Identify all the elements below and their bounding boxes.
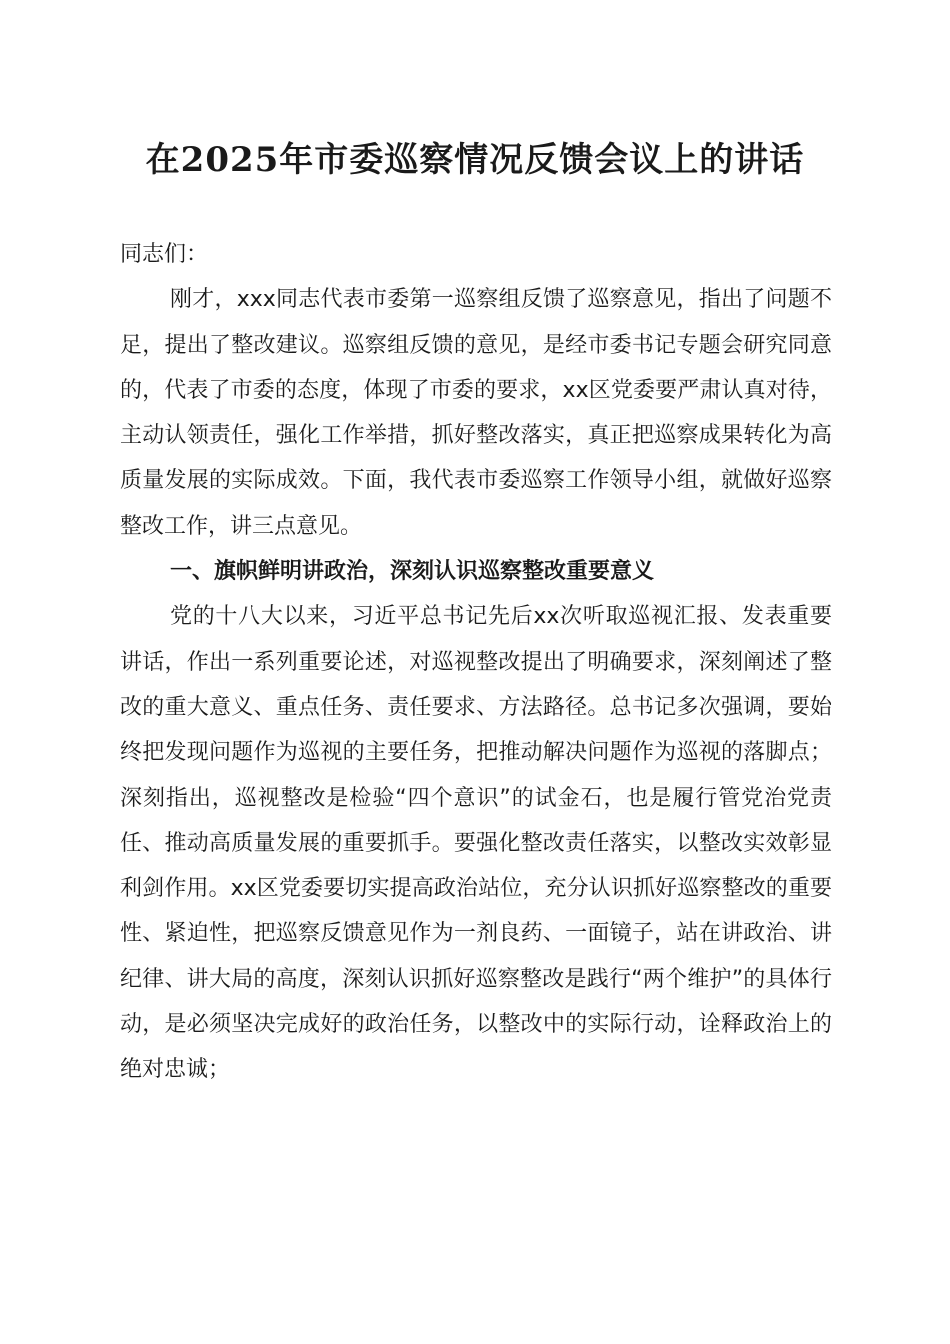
document-body (120, 232, 832, 1093)
section-heading: 一、旗帜鲜明讲政治，深刻认识巡察整改重要意义 (170, 559, 655, 585)
section-paragraph: 党的十八大以来，习近平总书记先后xx次听取巡视汇报、发表重要讲话，作出一系列重要论述，对巡视整改提出了明确要求，深刻阐述了整改的重大意义、重点任务、责任要求、方法路径。总书记多次强调，要始终把发现问题作为巡视的主要任务，把推动解决问题作为巡视的落脚点；深刻指出，巡视整改是检验“四个意识”的试金石，也是履行管党治党责任、推动高质量发展的重要抓手。要强化整改责任落实，以整改实效彰显利剑作用。xx区党委要切实提高政治站位，充分认识抓好巡察整改的重要性、紧迫性，把巡察反馈意见作为一剂良药、一面镜子，站在讲政治、讲纪律、讲大局的高度，深刻认识抓好巡察整改是践行“两个维护”的具体行动，是必须坚决完成好的政治任务，以整改中的实际行动，诠释政治上的绝对忠诚； (120, 604, 832, 1083)
document-title: 在2025年市委巡察情况反馈会议上的讲话 (145, 140, 805, 180)
body-paragraph: 刚才，xxx同志代表市委第一巡察组反馈了巡察意见，指出了问题不足，提出了整改建议。巡察组反馈的意见，是经市委书记专题会研究同意的，代表了市委的态度，体现了市委的要求，xx区党委要严肃认真对待，主动认领责任，强化工作举措，抓好整改落实，真正把巡察成果转化为高质量发展的实际成效。下面，我代表市委巡察工作领导小组，就做好巡察整改工作，讲三点意见。 (120, 287, 832, 539)
salutation: 同志们： (120, 242, 209, 267)
